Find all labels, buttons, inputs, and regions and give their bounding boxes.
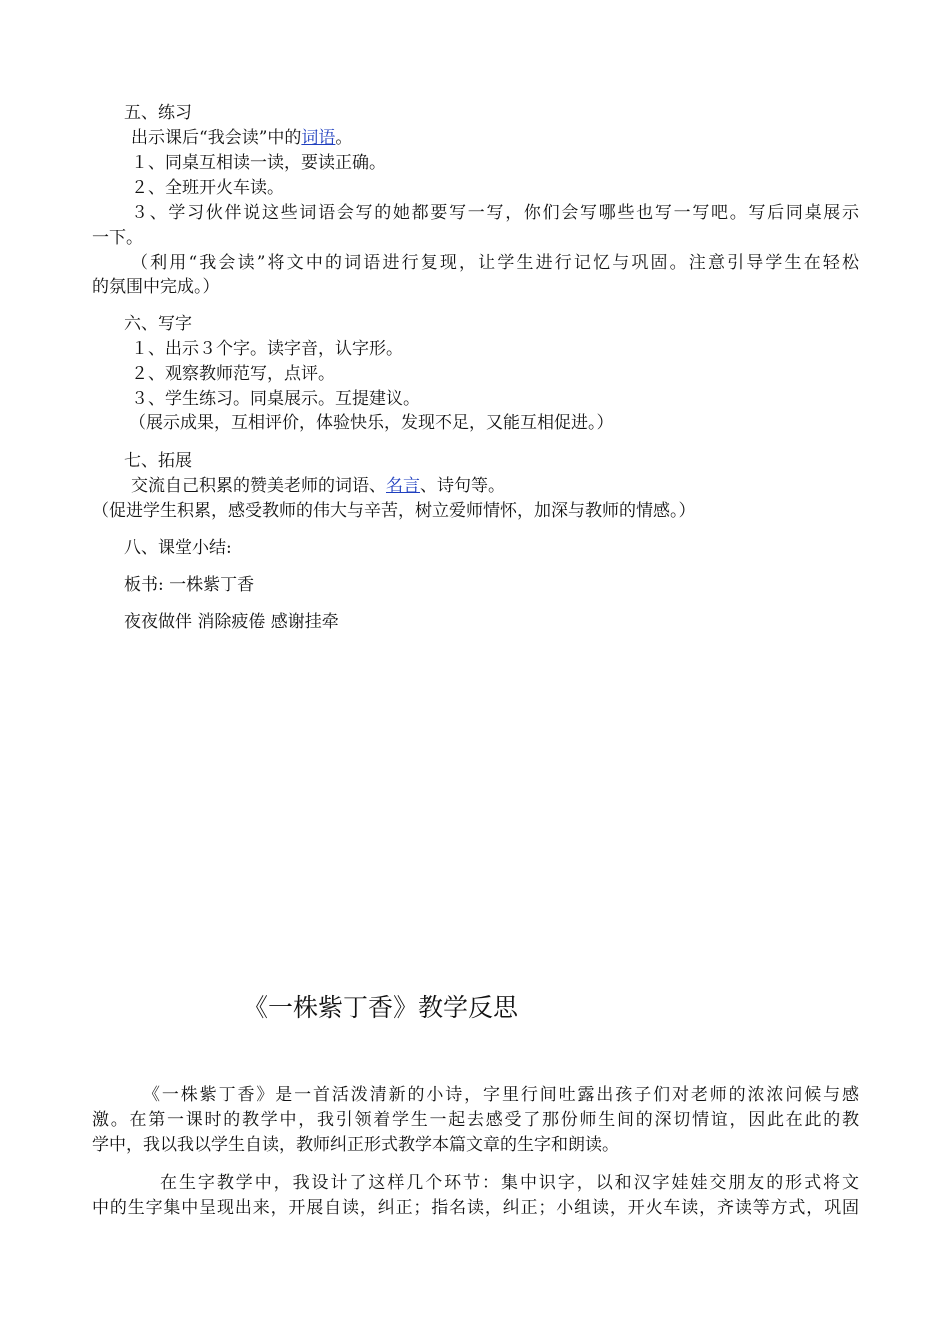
quotes-link[interactable]: 名言 xyxy=(386,476,420,496)
section6-note: （展示成果，互相评价，体验快乐，发现不足，又能互相促进。） xyxy=(129,413,614,433)
section7-note: （促进学生积累，感受教师的伟大与辛苦，树立爱师情怀，加深与教师的情感。） xyxy=(92,501,696,521)
word-link[interactable]: 词语 xyxy=(301,128,336,148)
section6-item-1: １、出示３个字。读字音，认字形。 xyxy=(131,339,403,359)
section5-intro-end: 。 xyxy=(335,128,353,148)
reflection-p1-line2: 激。在第一课时的教学中，我引领着学生一起去感受了那份师生间的深切情谊，因此在此的教 xyxy=(92,1110,859,1130)
reflection-p2-line2: 中的生字集中呈现出来，开展自读，纠正；指名读，纠正；小组读，开火车读，齐读等方式，巩固 xyxy=(92,1198,859,1218)
section7-text xyxy=(131,476,505,496)
section7-text-start: 交流自己积累的赞美老师的词语、 xyxy=(131,476,386,496)
section5-note-line1: （利用“我会读”将文中的词语进行复现，让学生进行记忆与巩固。注意引导学生在轻松 xyxy=(131,253,859,273)
section6-item-2: ２、观察教师范写，点评。 xyxy=(131,364,335,384)
reflection-p1-line3: 学中，我以我以学生自读，教师纠正形式教学本篇文章的生字和朗读。 xyxy=(92,1135,619,1155)
board-title: 板书: 一株紫丁香 xyxy=(124,575,255,595)
section8-heading: 八、课堂小结: xyxy=(124,538,232,558)
section5-note-line2: 的氛围中完成。） xyxy=(92,277,220,297)
section6-heading: 六、写字 xyxy=(124,314,192,334)
section5-item-3-line2: 一下。 xyxy=(92,228,143,248)
section7-heading: 七、拓展 xyxy=(124,451,192,471)
section7-text-end: 、诗句等。 xyxy=(420,476,505,496)
section5-intro xyxy=(131,128,352,148)
section5-heading: 五、练习 xyxy=(124,103,192,123)
section6-item-3: ３、学生练习。同桌展示。互提建议。 xyxy=(131,389,420,409)
section5-item-1: １、同桌互相读一读，要读正确。 xyxy=(131,153,386,173)
section5-intro-text: 出示课后“我会读”中的 xyxy=(131,128,302,148)
section5-item-2: ２、全班开火车读。 xyxy=(131,178,284,198)
reflection-p1-line1: 《一株紫丁香》是一首活泼清新的小诗，字里行间吐露出孩子们对老师的浓浓问候与感 xyxy=(143,1085,859,1105)
board-words: 夜夜做伴 消除疲倦 感谢挂牵 xyxy=(124,612,339,632)
reflection-p2-line1: 在生字教学中，我设计了这样几个环节：集中识字，以和汉字娃娃交朋友的形式将文 xyxy=(160,1173,859,1193)
reflection-title: 《一株紫丁香》教学反思 xyxy=(243,993,519,1022)
section5-item-3-line1: ３、学习伙伴说这些词语会写的她都要写一写，你们会写哪些也写一写吧。写后同桌展示 xyxy=(131,203,859,223)
